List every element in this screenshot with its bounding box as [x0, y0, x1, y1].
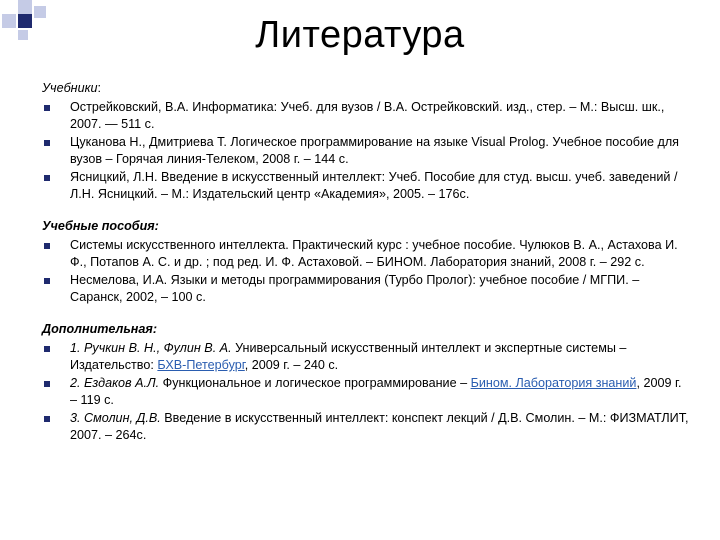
square-bullet-icon [44, 140, 50, 146]
list-item: Острейковский, В.А. Информатика: Учеб. для вузов / В.А. Острейковский. изд., стер. – М.: Высш. шк., 2007. — 511 с. [42, 99, 692, 133]
square-bullet-icon [44, 243, 50, 249]
list-item: 3. Смолин, Д.В. Введение в искусственный интеллект: конспект лекций / Д.В. Смолин. – М.: ФИЗМАТЛИТ, 2007. – 264с. [42, 410, 692, 444]
list-item: 1. Ручкин В. Н., Фулин В. А. Универсальный искусственный интеллект и экспертные системы – Издательство: БХВ-Петербург, 2009 г. – 240 с. [42, 340, 692, 374]
bibliography [42, 80, 692, 445]
square-bullet-icon [44, 278, 50, 284]
list-item: 2. Ездаков А.Л. Функциональное и логическое программирование – Бином. Лаборатория знаний, 2009 г. – 119 с. [42, 375, 692, 409]
list-item: Несмелова, И.А. Языки и методы программирования (Турбо Пролог): учебное пособие / МГПИ. – Саранск, 2002, – 100 с. [42, 272, 692, 306]
square-bullet-icon [44, 105, 50, 111]
deco-square [18, 0, 32, 14]
square-bullet-icon [44, 175, 50, 181]
list-item: Ясницкий, Л.Н. Введение в искусственный интеллект: Учеб. Пособие для студ. высш. учеб. заведений / Л.Н. Ясницкий. – М.: Издательский центр «Академия», 2005. – 176с. [42, 169, 692, 203]
additional-list [42, 340, 692, 444]
section-heading: Учебники: [42, 81, 102, 95]
publisher-link[interactable]: Бином. Лаборатория знаний [470, 376, 637, 390]
list-item: Цуканова Н., Дмитриева Т. Логическое программирование на языке Visual Prolog. Учебное пособие для вузов – Горячая линия-Телеком, 2008 г. – 144 с. [42, 134, 692, 168]
manual-list [42, 237, 692, 306]
list-item: Системы искусственного интеллекта. Практический курс : учебное пособие. Чулюков В. А., Астахова И. Ф., Потапов А. С. и др. ; под ред. И. Ф. Астаховой. – БИНОМ. Лаборатория знаний, 2008 г. – 292 с. [42, 237, 692, 271]
slide-title: Литература [255, 14, 465, 56]
publisher-link[interactable]: БХВ-Петербург [157, 358, 245, 372]
textbook-list [42, 99, 692, 203]
section-heading: Дополнительная: [42, 322, 158, 336]
square-bullet-icon [44, 416, 50, 422]
section-heading: Учебные пособия: [42, 219, 159, 233]
square-bullet-icon [44, 346, 50, 352]
square-bullet-icon [44, 381, 50, 387]
